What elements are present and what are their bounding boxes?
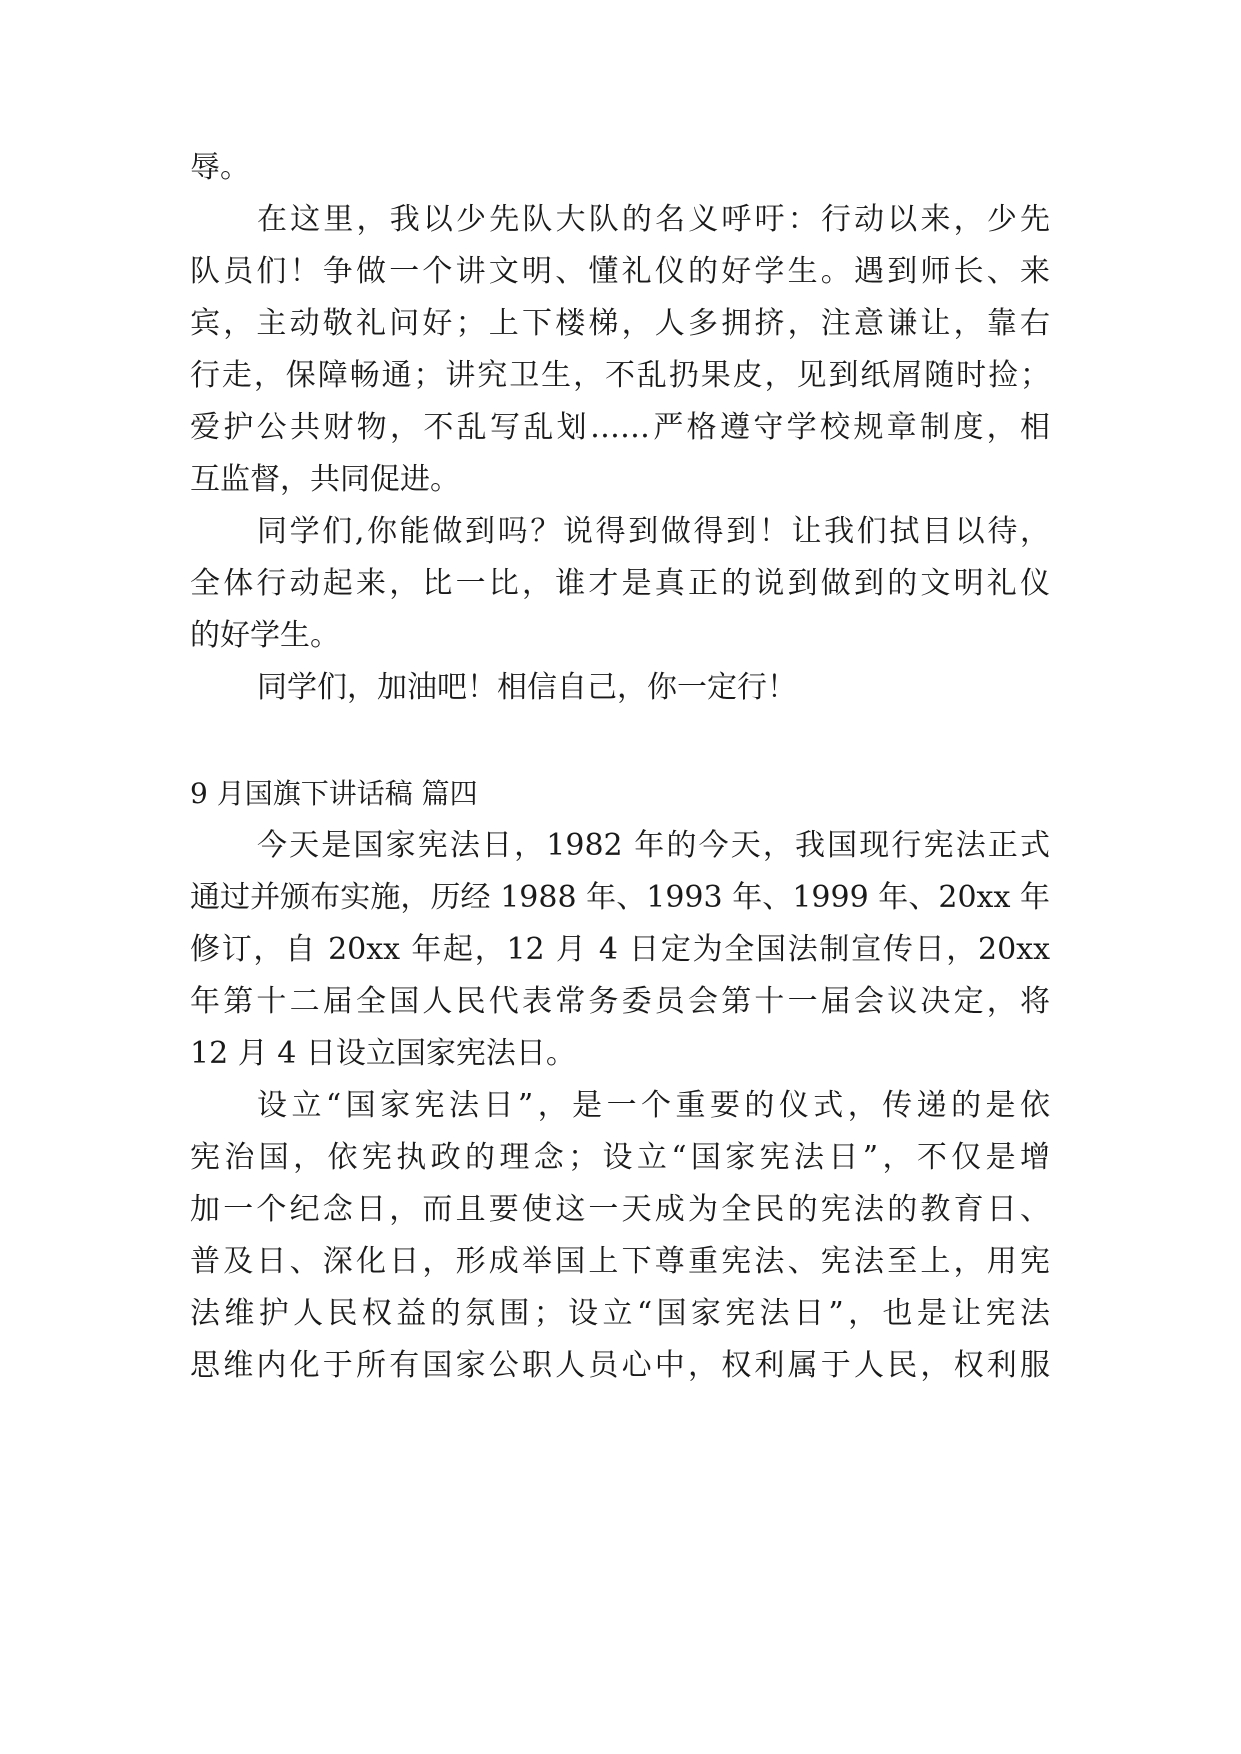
paragraph-line: 加一个纪念日，而且要使这一天成为全民的宪法的教育日、 [190,1192,1050,1227]
paragraph-line: 爱护公共财物，不乱写乱划……严格遵守学校规章制度，相 [190,410,1050,445]
paragraph-line: 同学们,你能做到吗？说得到做得到！让我们拭目以待， [257,514,1050,549]
paragraph-line: 宪治国，依宪执政的理念；设立“国家宪法日”，不仅是增 [190,1140,1050,1175]
paragraph-line: 互监督，共同促进。 [190,462,460,497]
paragraph-line: 12 月 4 日设立国家宪法日。 [190,1036,576,1071]
paragraph-line: 辱。 [190,150,250,185]
paragraph-line: 宾，主动敬礼问好；上下楼梯，人多拥挤，注意谦让，靠右 [190,306,1050,341]
paragraph-line: 通过并颁布实施，历经 1988 年、1993 年、1999 年、20xx 年 [190,880,1050,915]
paragraph-line: 行走，保障畅通；讲究卫生，不乱扔果皮，见到纸屑随时捡； [190,358,1050,393]
paragraph-line: 在这里，我以少先队大队的名义呼吁：行动以来，少先 [257,202,1050,237]
paragraph-line: 普及日、深化日，形成举国上下尊重宪法、宪法至上，用宪 [190,1244,1050,1279]
paragraph-line: 的好学生。 [190,618,340,653]
section-heading: 9 月国旗下讲话稿 篇四 [190,777,478,810]
paragraph-line: 同学们，加油吧！相信自己，你一定行！ [257,670,797,705]
paragraph-line: 设立“国家宪法日”，是一个重要的仪式，传递的是依 [257,1088,1050,1123]
paragraph-line: 修订，自 20xx 年起，12 月 4 日定为全国法制宣传日，20xx [190,932,1050,967]
paragraph-line: 法维护人民权益的氛围；设立“国家宪法日”，也是让宪法 [190,1296,1050,1331]
paragraph-line: 全体行动起来，比一比，谁才是真正的说到做到的文明礼仪 [190,566,1050,601]
paragraph-line: 今天是国家宪法日，1982 年的今天，我国现行宪法正式 [257,828,1050,863]
paragraph-line: 年第十二届全国人民代表常务委员会第十一届会议决定，将 [190,984,1050,1019]
paragraph-line: 思维内化于所有国家公职人员心中，权利属于人民，权利服 [190,1348,1050,1383]
paragraph-line: 队员们！争做一个讲文明、懂礼仪的好学生。遇到师长、来 [190,254,1050,289]
